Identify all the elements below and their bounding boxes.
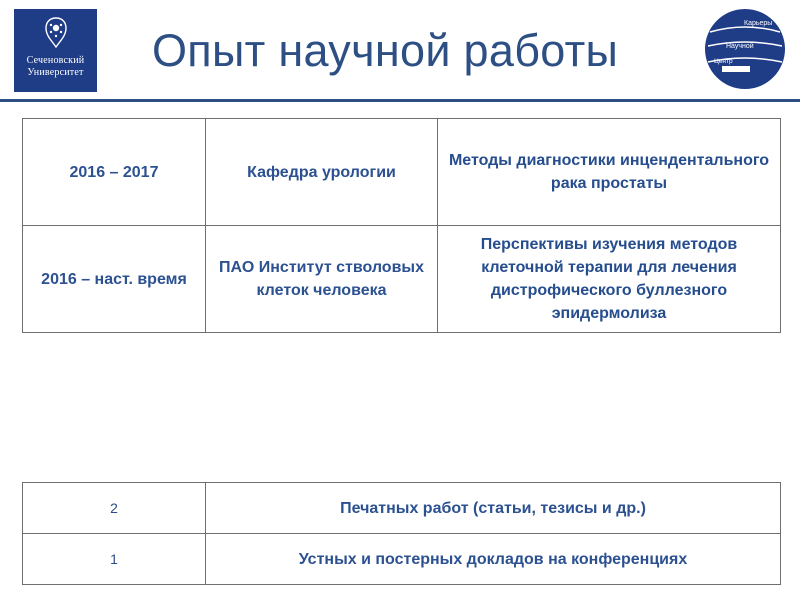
research-table [22,118,781,333]
period-cell: 2016 – наст. время [23,226,206,333]
university-emblem-icon [43,16,69,49]
organization-cell: Кафедра урологии [206,119,438,226]
description-cell: Печатных работ (статьи, тезисы и др.) [206,483,781,534]
table-row [23,119,781,226]
count-cell: 2 [23,483,206,534]
page-title: Опыт научной работы [152,25,619,76]
logo-text-line1: Сеченовский [26,55,85,66]
organization-cell: ПАО Институт стволовых клеток человека [206,226,438,333]
period-cell: 2016 – 2017 [23,119,206,226]
topic-cell: Перспективы изучения методов клеточной терапии для лечения дистрофического буллезного эпидермолиза [438,226,781,333]
table-row [23,534,781,585]
logo-right-line1: Карьеры [744,20,773,27]
header-divider [0,99,800,102]
career-center-logo-icon [704,8,786,90]
description-cell: Устных и постерных докладов на конференциях [206,534,781,585]
topic-cell: Методы диагностики инцендентального рака простаты [438,119,781,226]
publications-table [22,482,781,585]
table-row [23,226,781,333]
table-row [23,483,781,534]
logo-right-line3: Центр [714,58,733,65]
count-cell: 1 [23,534,206,585]
university-logo [14,9,97,92]
logo-right-line2: Научной [726,43,754,50]
logo-text-line2: Университет [27,67,84,78]
